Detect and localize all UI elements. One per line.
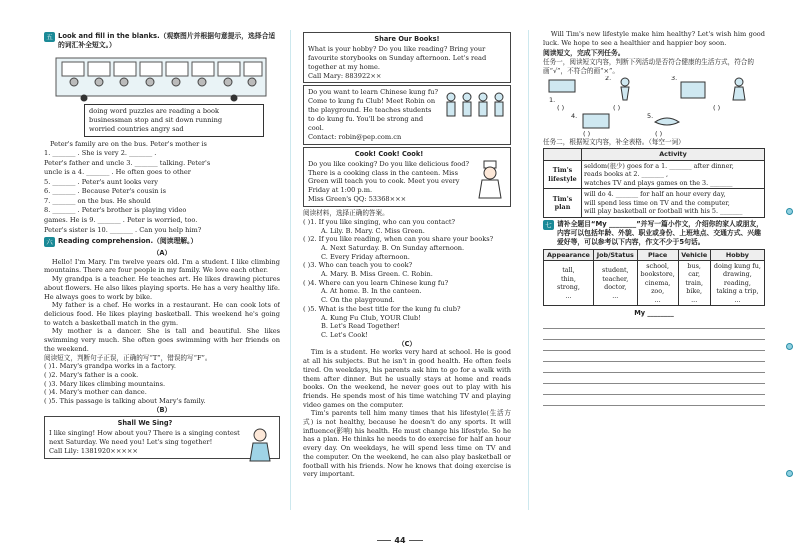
section7-badge: 七 xyxy=(543,220,554,230)
margin-marker xyxy=(786,343,793,350)
notice-kungfu xyxy=(303,85,511,144)
notice-cook-qq: Miss Green's QQ: 53368××× xyxy=(308,195,407,204)
kungfu-illustration xyxy=(443,90,507,130)
table-line: seldom(很少) goes for a 1. _______ after dinner, xyxy=(584,161,734,170)
fill-line: 5. _______ . Peter's aunt looks very xyxy=(44,177,158,186)
section5-header xyxy=(44,32,280,50)
activity-table xyxy=(543,148,765,217)
writing-line[interactable] xyxy=(543,342,765,351)
ref-header: Job/Status xyxy=(593,249,637,260)
writing-line[interactable] xyxy=(543,353,765,362)
part-a-label: （A） xyxy=(152,249,172,258)
ref-cell: student, teacher, doctor, ... xyxy=(593,261,637,306)
fill-line: 8. _______ . Peter's brother is playing video xyxy=(44,206,187,215)
activity-table-header: Activity xyxy=(582,149,765,160)
answer-bracket: ( ) xyxy=(583,129,591,138)
ref-cell: doing kung fu, drawing, reading, taking a trip, ... xyxy=(710,261,764,306)
notice-kungfu-text: Do you want to learn Chinese kung fu? Come to kung fu Club! Meet Robin on the playground. He teaches students to do kung fu. You'll be strong and cool. xyxy=(308,88,439,133)
section7-header xyxy=(543,220,765,247)
writing-line[interactable] xyxy=(543,375,765,384)
mc-question: ( )1. If you like singing, who can you contact? xyxy=(303,217,456,226)
row-label: Tim's lifestyle xyxy=(544,160,582,188)
task1-pic-number: 1. xyxy=(549,95,556,104)
passage-c-paragraph: Tim's parents tell him many times that his lifestyle(生活方式) is not healthy, because he doesn't do any sports. It will influence(影响) his health. He must change his lifestyle. So he has a plan. He thinks he needs to do exercise for half an hour every day. On weekdays, he will spend less time on TV and the computer. On the weekend, he can also play basketball or football with his friends. Now he knows that doing exercise is very important. xyxy=(303,409,511,479)
tf-item: ( )3. Mary likes climbing mountains. xyxy=(44,379,166,388)
section5-text xyxy=(44,140,280,235)
mc-question: ( )5. What is the best title for the kung fu club? xyxy=(303,304,461,313)
ref-header: Hobby xyxy=(710,249,764,260)
mc-options: C. On the playground. xyxy=(321,296,395,305)
answer-bracket: ( ) xyxy=(713,103,721,112)
writing-line[interactable] xyxy=(543,320,765,329)
fill-line: 6. _______ . Because Peter's cousin is xyxy=(44,187,167,196)
notice-sing-text: I like singing! How about you? There is a singing contest next Saturday. We need you! Let's sing together! xyxy=(49,429,240,447)
passage-a-paragraph: Hello! I'm Mary. I'm twelve years old. I'm a student. I like climbing mountains. There are four people in my family. We love each other. xyxy=(44,257,280,275)
part-a-instruction: 阅读短文，判断句子正误，正确的写“T”，错误的写“F”。 xyxy=(44,353,212,362)
ref-cell: bus, car, train, bike, ... xyxy=(678,261,710,306)
section5-title: Look and fill in the blanks.（观察图片并根据句意提示，选择合适的词汇补全短文。） xyxy=(58,32,276,49)
tf-item: ( )1. Mary's grandpa works in a factory. xyxy=(44,362,176,371)
mc-options: A. Kung Fu Club, YOUR Club! xyxy=(321,313,421,322)
fill-line: Peter's sister is 10. _______ . Can you help him? xyxy=(44,225,202,234)
writing-line[interactable] xyxy=(543,364,765,373)
notice-sing-title: Shall We Sing? xyxy=(117,419,173,428)
mc-options: A. Next Saturday. B. On Sunday afternoon. xyxy=(321,243,465,252)
mc-question: ( )3. Who can teach you to cook? xyxy=(303,261,413,270)
fill-line: 1. _______ . She is very 2. _______ . xyxy=(44,149,157,158)
table-line: will spend less time on TV and the computer, xyxy=(584,198,730,207)
row-label: Tim's plan xyxy=(544,189,582,217)
notice-cook-title: Cook! Cook! Cook! xyxy=(354,149,424,158)
part-b-label: （B） xyxy=(152,405,172,414)
mc-options: B. Let's Read Together! xyxy=(321,322,400,331)
notice-books-title: Share Our Books! xyxy=(374,35,440,43)
section6-badge: 六 xyxy=(44,237,55,247)
singer-illustration xyxy=(245,427,275,463)
table-line: reads books at 2. _______ , xyxy=(584,170,668,179)
passage-a-paragraph: My grandpa is a teacher. He teaches art. He likes drawing pictures about flowers. He also likes playing sports. He has a very healthy life. He always goes to work by bike. xyxy=(44,275,280,301)
passage-a-paragraph: My father is a chef. He works in a restaurant. He can cook lots of delicious food. He likes playing basketball. This weekend he's going to watch a basketball match in the gym. xyxy=(44,301,280,327)
fill-line: uncle is a 4. _______ . He often goes to other xyxy=(44,168,191,177)
fill-line: Peter's father and uncle 3. _______ talking. Peter's xyxy=(44,158,211,167)
mc-options: A. Mary. B. Miss Green. C. Robin. xyxy=(321,270,433,279)
word-box-line: worried countries angry sad xyxy=(89,124,184,133)
mc-options: A. At home. B. In the canteen. xyxy=(321,287,422,296)
fill-line: games. He is 9. _______ . Peter is worried, too. xyxy=(44,215,198,224)
column-middle xyxy=(303,30,511,522)
mc-question: ( )4. Where can you learn Chinese kung fu? xyxy=(303,278,449,287)
notice-cook-text: Do you like cooking? Do you like delicious food? There is a cooking class in the canteen. Miss Green will teach you to cook. Meet you every Friday at 1:00 p.m. xyxy=(308,159,470,195)
bus-scene-image xyxy=(54,54,269,102)
table-line: will play basketball or football with his 5. _______ xyxy=(584,207,743,216)
chef-illustration xyxy=(474,160,506,200)
word-box-line: businessman stop and sit down running xyxy=(89,115,223,124)
task1-pic-number: 2. xyxy=(605,75,612,82)
task1-pic-number: 3. xyxy=(671,75,678,82)
table-line: watches TV and plays games on the 3. _______ xyxy=(584,178,733,187)
mc-options: C. Let's Cook! xyxy=(321,330,368,339)
notice-kungfu-contact: Contact: robin@pep.com.cn xyxy=(308,132,402,141)
tf-item: ( )5. This passage is talking about Mary's family. xyxy=(44,397,206,406)
word-box xyxy=(84,104,264,137)
notice-cook xyxy=(303,147,511,207)
ref-header: Vehicle xyxy=(678,249,710,260)
passage-c-paragraph: Will Tim's new lifestyle make him healthy? Let's wish him good luck. We hope to see a healthier and happier boy soon. xyxy=(543,30,765,47)
bus-illustration xyxy=(54,52,274,102)
writing-line[interactable] xyxy=(543,331,765,340)
lifestyle-cell xyxy=(582,160,765,188)
task1-pic-number: 4. xyxy=(571,111,578,120)
writing-title: My ________ xyxy=(634,309,674,318)
tf-item: ( )2. Mary's father is a cook. xyxy=(44,370,139,379)
passage-c-paragraph: Tim is a student. He works very hard at school. He is good at all his subjects. But he isn't in good health. He often feels tired. On weekdays, his parents ask him to go for a walk with them after dinner. But he usually stays at home and reads books. On the weekend, he never goes out to play with his friends. He spends most of his time watching TV and playing video games on the computer. xyxy=(303,348,511,409)
task1-pictures xyxy=(543,76,765,138)
column-right xyxy=(543,30,765,522)
fill-line: 7. _______ on the bus. He should xyxy=(44,196,151,205)
task2-instruction: 任务二，根据短文内容，补全表格。（每空一词） xyxy=(543,137,685,146)
page-number: 44 xyxy=(370,536,430,547)
mc-options: A. Lily. B. Mary. C. Miss Green. xyxy=(321,226,425,235)
task1-instruction: 任务一，阅读短文内容，判断下列活动是否符合健康的生活方式，符合的画“√”，不符合的画“×”。 xyxy=(543,58,754,76)
ref-header: Place xyxy=(637,249,678,260)
notice-sing xyxy=(44,416,280,459)
part-c-instruction: 阅读短文，完成下列任务。 xyxy=(543,49,625,58)
notice-books xyxy=(303,32,511,83)
column-left xyxy=(44,30,280,522)
section6-header xyxy=(44,237,280,247)
fill-line: Peter's family are on the bus. Peter's mother is xyxy=(50,139,207,148)
notice-sing-call: Call Lily: 1381920××××× xyxy=(49,447,138,456)
task1-pic-number: 5. xyxy=(647,111,654,120)
plan-cell xyxy=(582,189,765,217)
section6-title: Reading comprehension.（阅读理解。） xyxy=(58,237,198,246)
ref-cell: tall, thin, strong, ... xyxy=(544,261,594,306)
part-c-label: （C） xyxy=(397,339,417,348)
ref-header: Appearance xyxy=(544,249,594,260)
notice-books-call: Call Mary: 883922×× xyxy=(308,71,382,80)
answer-bracket: ( ) xyxy=(655,129,663,138)
section7-title: 请补全题目“My ________”并写一篇小作文，介绍你的家人或朋友，内容可以包括年龄、外貌、职业或身份、上班地点、交通方式、兴趣爱好等，可以参考以下内容，作文不少于5句话。 xyxy=(557,219,764,246)
writing-line[interactable] xyxy=(543,397,765,406)
margin-marker xyxy=(786,470,793,477)
activity-pictures xyxy=(543,76,763,138)
mc-options: C. Every Friday afternoon. xyxy=(321,252,410,261)
table-line: will do 4. _______ for half an hour every day, xyxy=(584,190,726,199)
answer-bracket: ( ) xyxy=(613,103,621,112)
passage-a-paragraph: My mother is a dancer. She is tall and beautiful. She likes swimming very much. She often goes swimming with her friends on the weekend. xyxy=(44,327,280,353)
mc-question: ( )2. If you like reading, when can you share your books? xyxy=(303,235,494,244)
writing-lines xyxy=(543,320,765,406)
writing-line[interactable] xyxy=(543,386,765,395)
answer-bracket: ( ) xyxy=(557,103,565,112)
ref-cell: school, bookstore, cinema, zoo, ... xyxy=(637,261,678,306)
notice-books-text: What is your hobby? Do you like reading? Bring your favourite storybooks on Sunday afternoon. Let's read together at my home. xyxy=(308,44,487,71)
writing-reference-table xyxy=(543,249,765,307)
word-box-line: doing word puzzles are reading a book xyxy=(89,106,219,115)
margin-marker xyxy=(786,208,793,215)
tf-item: ( )4. Mary's mother can dance. xyxy=(44,388,147,397)
part-b-instruction: 阅读材料，选择正确的答案。 xyxy=(303,209,389,218)
section5-badge: 五 xyxy=(44,32,55,42)
